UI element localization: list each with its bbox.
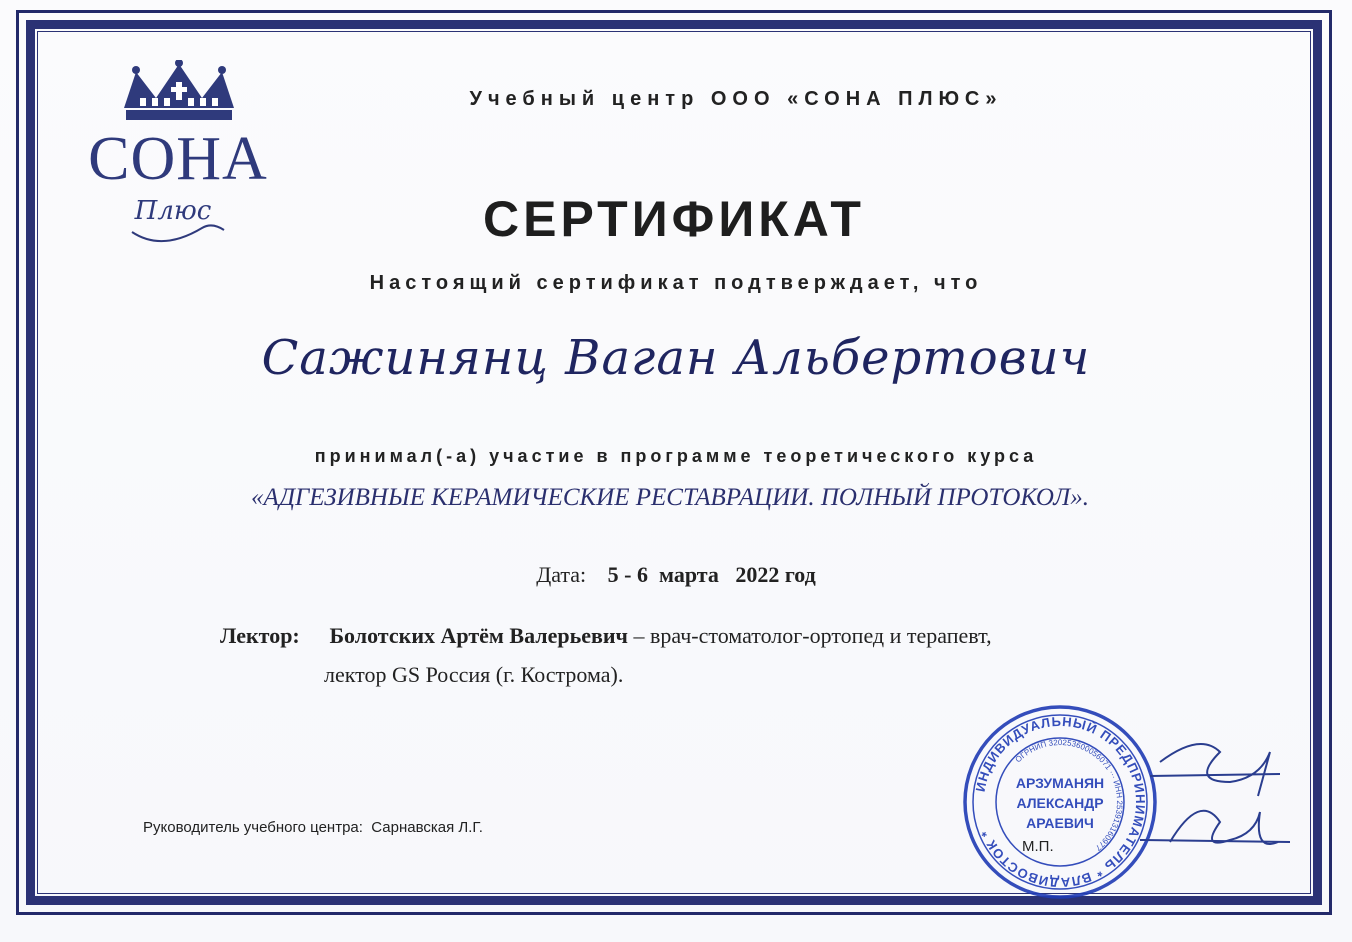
date-line [0, 562, 1352, 588]
confirm-text: Настоящий сертификат подтверждает, что [369, 272, 983, 294]
round-stamp-icon [960, 702, 1160, 902]
svg-text:АРЗУМАНЯН: АРЗУМАНЯН [1015, 775, 1105, 791]
lecturer-line [220, 623, 992, 649]
date-label: Дата: [536, 562, 587, 587]
participation-text: принимал(-а) участие в программе теоретического курса [314, 446, 1038, 466]
mp-label: М.П. [1022, 838, 1054, 855]
organization-name: Учебный центр ООО «СОНА ПЛЮС» [469, 88, 1003, 110]
svg-text:ИНДИВИДУАЛЬНЫЙ ПРЕДПРИНИМАТЕЛЬ: ИНДИВИДУАЛЬНЫЙ ПРЕДПРИНИМАТЕЛЬ * ВЛАДИВОСТОК * [972, 713, 1149, 891]
recipient-name: Сажинянц Ваган Альбертович [261, 330, 1091, 386]
lecturer-label: Лектор: [220, 623, 300, 648]
certificate-title: СЕРТИФИКАТ [483, 191, 865, 247]
logo-sub-text: Плюс [134, 196, 212, 226]
director-line: Руководитель учебного центра: Сарнавская Л.Г. [143, 819, 483, 836]
lecturer-description-line2: лектор GS Россия (г. Кострома). [324, 662, 624, 687]
logo-main-text: СОНА [88, 125, 268, 193]
handwritten-signature-icon [1140, 722, 1300, 872]
course-title: «АДГЕЗИВНЫЕ КЕРАМИЧЕСКИЕ РЕСТАВРАЦИИ. ПОЛНЫЙ ПРОТОКОЛ». [251, 484, 1089, 511]
svg-text:ОГРНИП 320253600056071 ··· ИНН: ОГРНИП 320253600056071 ··· ИНН 253913160977 [1013, 737, 1125, 853]
date-value: 5 - 6 марта 2022 год [607, 562, 816, 587]
lecturer-name: Болотских Артём Валерьевич [329, 623, 628, 648]
svg-text:АРАЕВИЧ: АРАЕВИЧ [1026, 815, 1094, 831]
lecturer-description: – врач-стоматолог-ортопед и терапевт, [627, 623, 992, 648]
svg-text:АЛЕКСАНДР: АЛЕКСАНДР [1016, 795, 1104, 811]
